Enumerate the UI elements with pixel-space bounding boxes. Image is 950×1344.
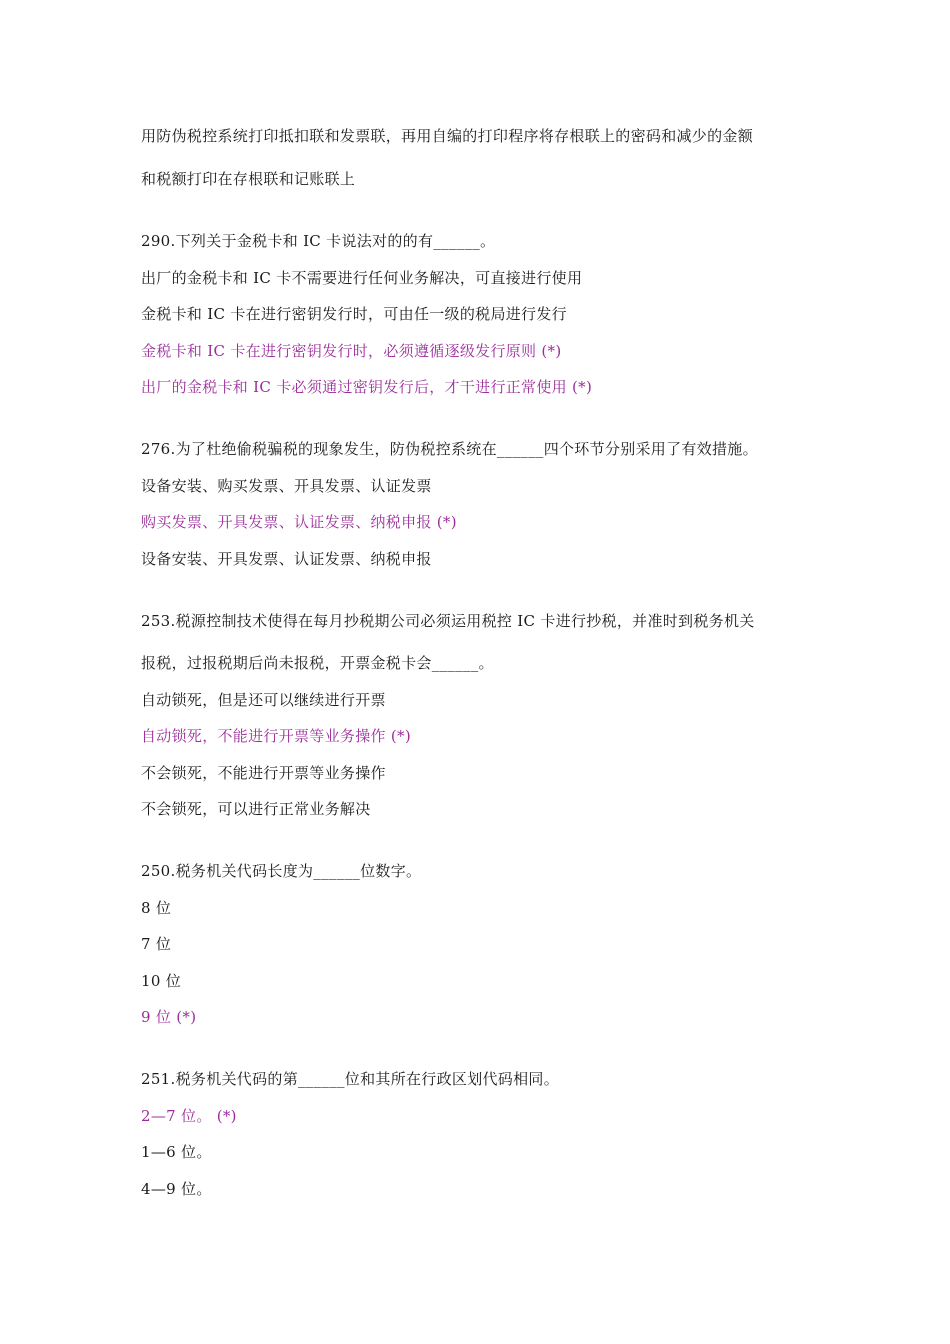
q253-option-a: 自动锁死，但是还可以继续进行开票 bbox=[141, 691, 386, 709]
q276-option-c: 设备安装、开具发票、认证发票、纳税申报 bbox=[141, 550, 432, 568]
q290-option-c-correct: 金税卡和 IC 卡在进行密钥发行时，必须遵循逐级发行原则 (*) bbox=[141, 342, 562, 360]
q250-option-c: 10 位 bbox=[141, 972, 182, 990]
q250-option-b: 7 位 bbox=[141, 935, 172, 953]
question-276: 276.为了杜绝偷税骗税的现象发生，防伪税控系统在______四个环节分别采用了有效措施。 bbox=[141, 440, 758, 458]
question-290: 290.下列关于金税卡和 IC 卡说法对的的有______。 bbox=[141, 232, 496, 250]
question-250: 250.税务机关代码长度为______位数字。 bbox=[141, 862, 422, 880]
intro-line-2: 和税额打印在存根联和记账联上 bbox=[141, 170, 356, 188]
question-253-line-1: 253.税源控制技术使得在每月抄税期公司必须运用税控 IC 卡进行抄税，并准时到税务机关 bbox=[141, 612, 755, 630]
q251-option-b: 1—6 位。 bbox=[141, 1143, 212, 1161]
question-251: 251.税务机关代码的第______位和其所在行政区划代码相同。 bbox=[141, 1070, 560, 1088]
q253-option-c: 不会锁死，不能进行开票等业务操作 bbox=[141, 764, 386, 782]
q253-option-b-correct: 自动锁死，不能进行开票等业务操作 (*) bbox=[141, 727, 411, 745]
q251-option-a-correct: 2—7 位。 (*) bbox=[141, 1107, 237, 1125]
q276-option-a: 设备安装、购买发票、开具发票、认证发票 bbox=[141, 477, 432, 495]
q250-option-a: 8 位 bbox=[141, 899, 172, 917]
intro-line-1: 用防伪税控系统打印抵扣联和发票联，再用自编的打印程序将存根联上的密码和减少的金额 bbox=[141, 127, 754, 145]
q253-option-d: 不会锁死，可以进行正常业务解决 bbox=[141, 800, 371, 818]
question-253-line-2: 报税，过报税期后尚未报税，开票金税卡会______。 bbox=[141, 654, 494, 672]
q276-option-b-correct: 购买发票、开具发票、认证发票、纳税申报 (*) bbox=[141, 513, 457, 531]
q290-option-a: 出厂的金税卡和 IC 卡不需要进行任何业务解决，可直接进行使用 bbox=[141, 269, 583, 287]
q290-option-b: 金税卡和 IC 卡在进行密钥发行时，可由任一级的税局进行发行 bbox=[141, 305, 567, 323]
q250-option-d-correct: 9 位 (*) bbox=[141, 1008, 197, 1026]
q290-option-d-correct: 出厂的金税卡和 IC 卡必须通过密钥发行后，才干进行正常使用 (*) bbox=[141, 378, 593, 396]
q251-option-c: 4—9 位。 bbox=[141, 1180, 212, 1198]
